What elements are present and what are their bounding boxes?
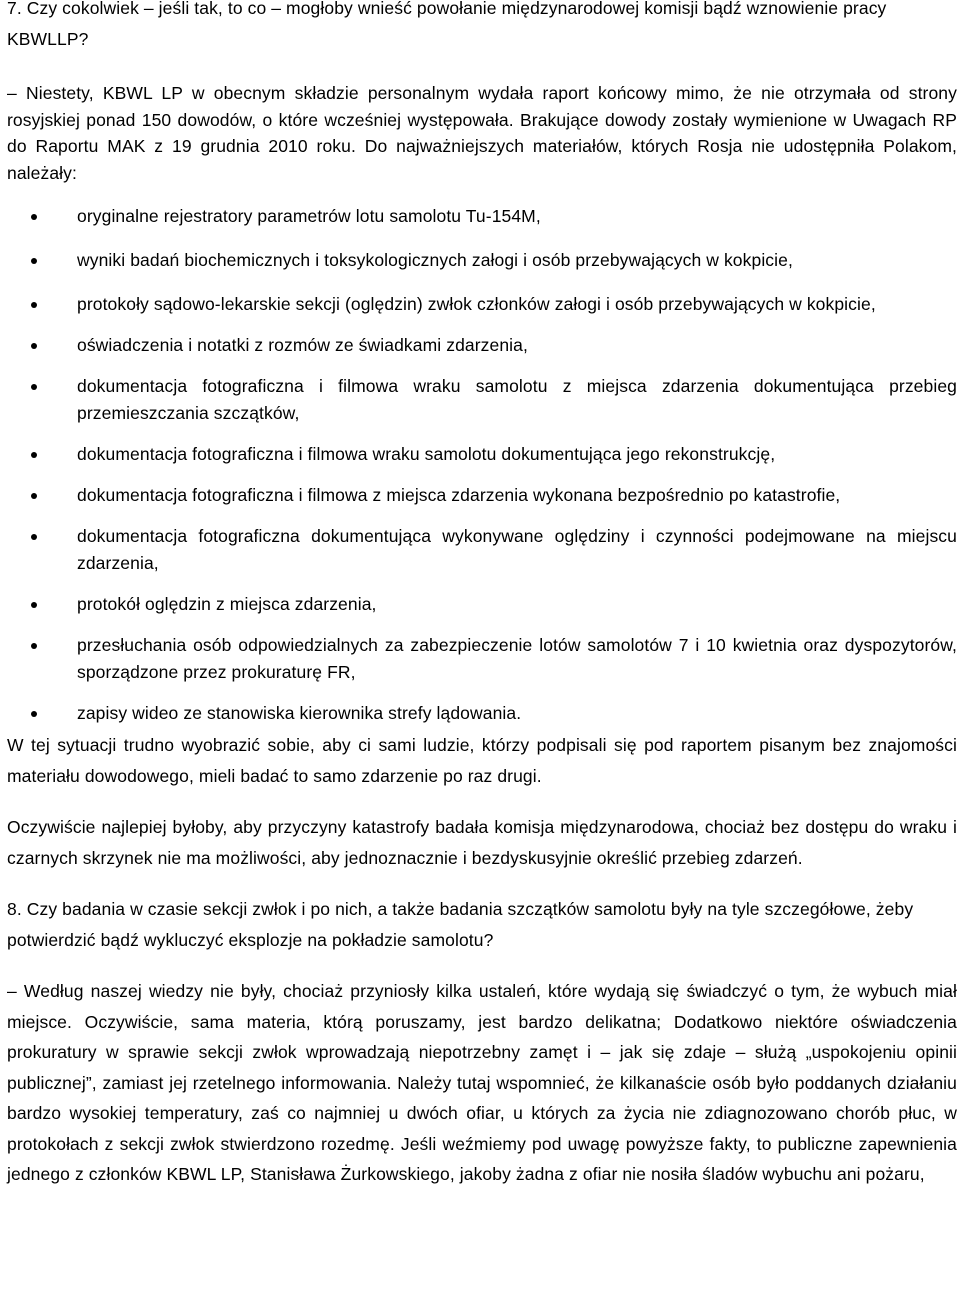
list-item: oryginalne rejestratory parametrów lotu samolotu Tu-154M, xyxy=(7,203,957,230)
list-item: protokoły sądowo-lekarskie sekcji (oględzin) zwłok członków załogi i osób przebywających w kokpicie, xyxy=(7,291,957,318)
answer-8: – Według naszej wiedzy nie były, chociaż przyniosły kilka ustaleń, które wydają się świadczyć o tym, że wybuch miał miejsce. Oczywiście, sama materia, którą poruszamy, jest bardzo delikatna; Dodatkowo niektóre oświadczenia prokuratury w sprawie sekcji zwłok wprowadzają niepotrzebny zamęt i – jak się zdaje – służą „uspokojeniu opinii publicznej”, zamiast jej rzetelnego informowania. Należy tutaj wspomnieć, że kilkanaście osób było poddanych działaniu bardzo wysokiej temperatury, zaś co najmniej u dwóch ofiar, u których za życia nie zdiagnozowano chorób płuc, w protokołach z sekcji zwłok stwierdzono rozedmę. Jeśli weźmiemy pod uwagę powyższe fakty, to publiczne zapewnienia jednego z członków KBWL LP, Stanisława Żurkowskiego, jakoby żadna z ofiar nie nosiła śladów wybuchu ani pożaru, xyxy=(7,981,957,1184)
list-item: dokumentacja fotograficzna i filmowa wraku samolotu dokumentująca jego rekonstrukcję, xyxy=(7,441,957,468)
bullet-icon xyxy=(31,643,37,649)
bullet-icon xyxy=(31,711,37,717)
list-item: dokumentacja fotograficzna i filmowa wraku samolotu z miejsca zdarzenia dokumentująca przebieg przemieszczania szczątków, xyxy=(7,373,957,427)
missing-evidence-list xyxy=(7,203,957,727)
question-7: 7. Czy cokolwiek – jeśli tak, to co – mogłoby wnieść powołanie międzynarodowej komisji bądź wznowienie pracy KBWLLP? xyxy=(7,0,887,49)
bullet-icon xyxy=(31,534,37,540)
bullet-icon xyxy=(31,493,37,499)
list-item: oświadczenia i notatki z rozmów ze świadkami zdarzenia, xyxy=(7,332,957,359)
list-item: zapisy wideo ze stanowiska kierownika strefy lądowania. xyxy=(7,700,957,727)
list-item: wyniki badań biochemicznych i toksykologicznych załogi i osób przebywających w kokpicie, xyxy=(7,247,957,274)
document-page xyxy=(7,0,957,1190)
bullet-icon xyxy=(31,602,37,608)
list-item: protokół oględzin z miejsca zdarzenia, xyxy=(7,591,957,618)
answer-7-intro: – Niestety, KBWL LP w obecnym składzie personalnym wydała raport końcowy mimo, że nie otrzymała od strony rosyjskiej ponad 150 dowodów, o które wcześniej występowała. Brakujące dowody zostały wymienione w Uwagach RP do Raportu MAK z 19 grudnia 2010 roku. Do najważniejszych materiałów, których Rosja nie udostępniła Polakom, należały: xyxy=(7,83,957,183)
answer-7-paragraph: W tej sytuacji trudno wyobrazić sobie, aby ci sami ludzie, którzy podpisali się pod raportem pisanym bez znajomości materiału dowodowego, mieli badać to samo zdarzenie po raz drugi. xyxy=(7,735,957,786)
bullet-icon xyxy=(31,343,37,349)
bullet-icon xyxy=(31,258,37,264)
bullet-icon xyxy=(31,452,37,458)
list-item: dokumentacja fotograficzna dokumentująca wykonywane oględziny i czynności podejmowane na miejscu zdarzenia, xyxy=(7,523,957,577)
bullet-icon xyxy=(31,302,37,308)
bullet-icon xyxy=(31,384,37,390)
bullet-icon xyxy=(31,214,37,220)
list-item: przesłuchania osób odpowiedzialnych za zabezpieczenie lotów samolotów 7 i 10 kwietnia oraz dyspozytorów, sporządzone przez prokuraturę FR, xyxy=(7,632,957,686)
answer-7-paragraph: Oczywiście najlepiej byłoby, aby przyczyny katastrofy badała komisja międzynarodowa, chociaż bez dostępu do wraku i czarnych skrzynek nie ma możliwości, aby jednoznacznie i bezdyskusyjnie określić przebieg zdarzeń. xyxy=(7,817,957,868)
question-8: 8. Czy badania w czasie sekcji zwłok i po nich, a także badania szczątków samolotu były na tyle szczegółowe, żeby potwierdzić bądź wykluczyć eksplozje na pokładzie samolotu? xyxy=(7,899,914,950)
list-item: dokumentacja fotograficzna i filmowa z miejsca zdarzenia wykonana bezpośrednio po katastrofie, xyxy=(7,482,957,509)
